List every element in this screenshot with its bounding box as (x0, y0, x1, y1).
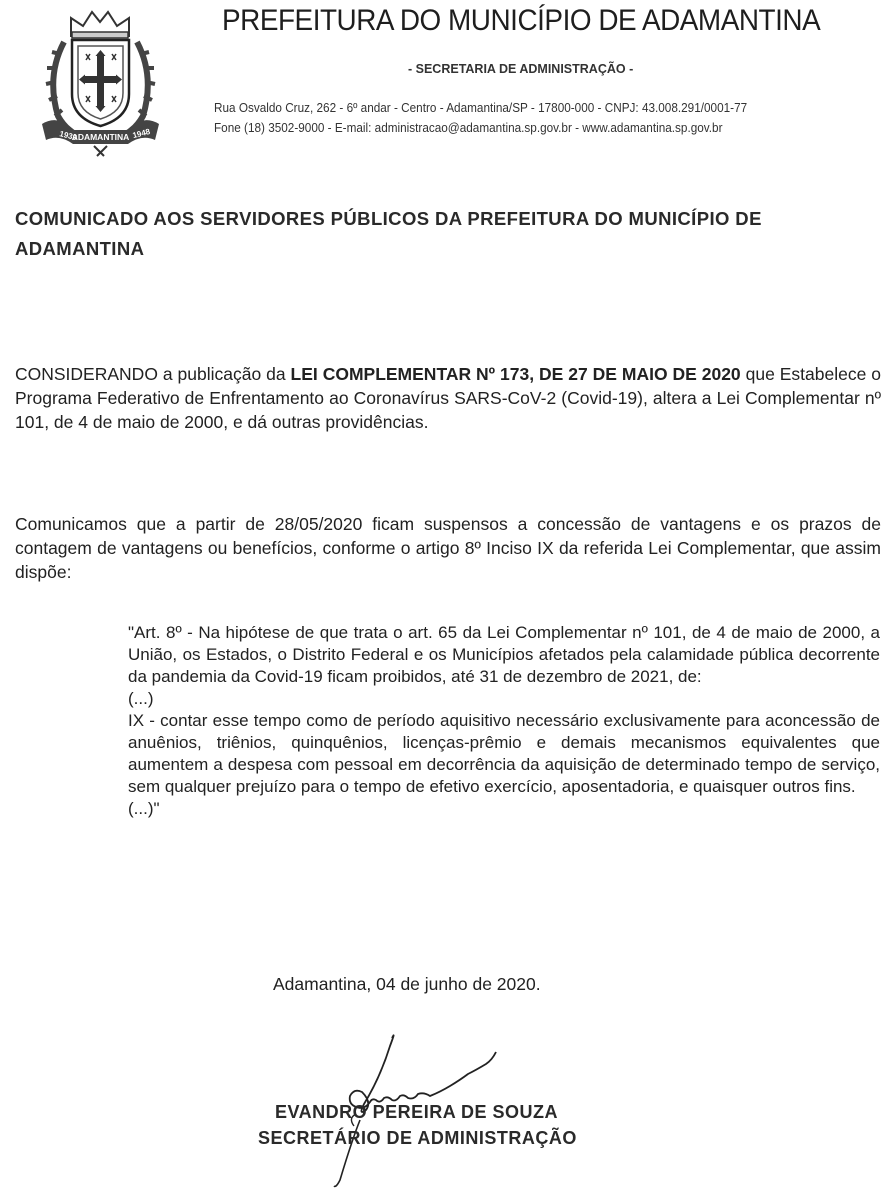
coat-of-arms-icon (38, 6, 163, 158)
header-title: PREFEITURA DO MUNICÍPIO DE ADAMANTINA (222, 4, 821, 37)
quote-article: "Art. 8º - Na hipótese de que trata o art. 65 da Lei Complementar nº 101, de 4 de maio de 2000, a União, os Estados, o Distrito Federal e os Municípios afetados pela calamidade pública decorrente da pandemia da Covid-19 ficam proibidos, até 31 de dezembro de 2021, de: (128, 623, 880, 686)
signatory-name: EVANDRO PEREIRA DE SOUZA (275, 1102, 559, 1122)
law-quote (128, 622, 880, 820)
paragraph-lead: CONSIDERANDO a publicação da (15, 364, 291, 384)
quote-ellipsis-1: (...) (128, 689, 154, 708)
signatory-role: SECRETÁRIO DE ADMINISTRAÇÃO (258, 1128, 577, 1148)
place-date: Adamantina, 04 de junho de 2020. (273, 974, 541, 994)
crest-banner-center: ADAMANTINA (71, 132, 130, 142)
quote-item-ix: IX - contar esse tempo como de período aquisitivo necessário exclusivamente para aconcessão de anuênios, triênios, quinquênios, licenças-prêmio e demais mecanismos equivalentes que aumentem a despesa com pessoal em decorrência da aquisição de determinado tempo de serviço, sem qualquer prejuízo para o tempo de efetivo exercício, aposentadoria, e quaisquer outros fins. (128, 711, 880, 796)
crest-banner-left: 1939 (58, 129, 78, 143)
crest-banner-right: 1948 (131, 127, 152, 141)
quote-ellipsis-2: (...)" (128, 799, 160, 818)
paragraph-comunicamos: Comunicamos que a partir de 28/05/2020 ficam suspensos a concessão de vantagens e os prazos de contagem de vantagens ou benefícios, conforme o artigo 8º Inciso IX da referida Lei Complementar, que assim dispõe: (15, 514, 881, 582)
header-contact: Fone (18) 3502-9000 - E-mail: administracao@adamantina.sp.gov.br - www.adamantina.sp.gov.br (214, 121, 723, 135)
header-subtitle: - SECRETARIA DE ADMINISTRAÇÃO - (408, 62, 634, 76)
law-reference: LEI COMPLEMENTAR Nº 173, DE 27 DE MAIO DE 2020 (290, 364, 741, 384)
paragraph-considerando (15, 362, 881, 434)
header-address: Rua Osvaldo Cruz, 262 - 6º andar - Centro - Adamantina/SP - 17800-000 - CNPJ: 43.008.291/0001-77 (214, 101, 748, 115)
document-title: COMUNICADO AOS SERVIDORES PÚBLICOS DA PREFEITURA DO MUNICÍPIO DE ADAMANTINA (15, 208, 762, 259)
paragraph-rest: que Estabelece o Programa Federativo de Enfrentamento ao Coronavírus SARS-CoV-2 (Covid-19), altera a Lei Complementar nº 101, de 4 de maio de 2000, e dá outras providências. (15, 364, 881, 432)
